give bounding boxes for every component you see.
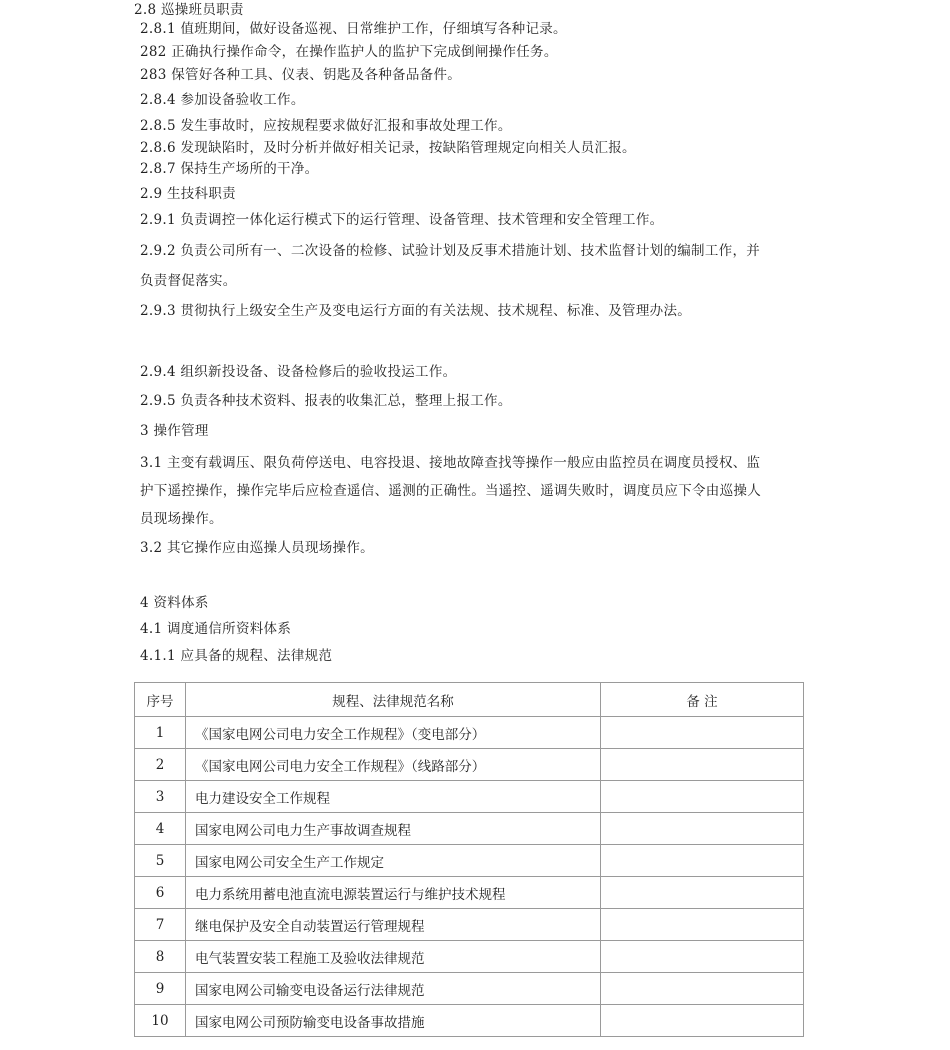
text-line: 282 正确执行操作命令，在操作监护人的监护下完成倒闸操作任务。: [140, 44, 558, 60]
subsection-heading-4-1-1: 4.1.1 应具备的规程、法律规范: [140, 648, 333, 664]
remarks-cell: [601, 909, 804, 941]
subsection-heading-4-1: 4.1 调度通信所资料体系: [140, 621, 292, 637]
text-line: 2.9.4 组织新投设备、设备检修后的验收投运工作。: [140, 364, 457, 380]
row-number: 5: [135, 845, 186, 877]
remarks-cell: [601, 973, 804, 1005]
regulation-name: 《国家电网公司电力安全工作规程》（变电部分）: [186, 717, 601, 749]
regulation-name: 国家电网公司预防输变电设备事故措施: [186, 1005, 601, 1037]
row-number: 2: [135, 749, 186, 781]
text-line: 2.8.5 发生事故时，应按规程要求做好汇报和事故处理工作。: [140, 118, 512, 134]
table-row: [135, 1005, 804, 1037]
text-line: 2.9.1 负责调控一体化运行模式下的运行管理、设备管理、技术管理和安全管理工作。: [140, 212, 664, 228]
table-header-row: [135, 683, 804, 717]
regulation-name: 电气装置安装工程施工及验收法律规范: [186, 941, 601, 973]
section-heading-2-8: 2.8 巡操班员职责: [134, 2, 244, 18]
row-number: 8: [135, 941, 186, 973]
table-row: [135, 717, 804, 749]
text-line: 2.8.1 值班期间，做好设备巡视、日常维护工作，仔细填写各种记录。: [140, 21, 567, 37]
regulations-table: [134, 682, 804, 1037]
row-number: 4: [135, 813, 186, 845]
table-row: [135, 781, 804, 813]
remarks-cell: [601, 941, 804, 973]
header-remarks: 备 注: [601, 683, 804, 717]
table-row: [135, 749, 804, 781]
row-number: 6: [135, 877, 186, 909]
regulation-name: 《国家电网公司电力安全工作规程》（线路部分）: [186, 749, 601, 781]
regulation-name: 电力建设安全工作规程: [186, 781, 601, 813]
text-line: 负责督促落实。: [140, 273, 237, 289]
table-row: [135, 941, 804, 973]
text-line: 2.8.4 参加设备验收工作。: [140, 92, 305, 108]
remarks-cell: [601, 781, 804, 813]
remarks-cell: [601, 717, 804, 749]
row-number: 7: [135, 909, 186, 941]
table-row: [135, 973, 804, 1005]
header-regulation-name: 规程、法律规范名称: [186, 683, 601, 717]
row-number: 1: [135, 717, 186, 749]
text-line: 护下遥控操作，操作完毕后应检查遥信、遥测的正确性。当遥控、遥调失败时，调度员应下令由巡操人: [140, 483, 761, 499]
text-line: 员现场操作。: [140, 511, 223, 527]
text-line: 2.8.7 保持生产场所的干净。: [140, 161, 319, 177]
table-row: [135, 877, 804, 909]
text-line: 2.9.5 负责各种技术资料、报表的收集汇总，整理上报工作。: [140, 393, 512, 409]
row-number: 3: [135, 781, 186, 813]
remarks-cell: [601, 813, 804, 845]
section-heading-3: 3 操作管理: [140, 423, 209, 439]
table-row: [135, 845, 804, 877]
section-heading-2-9: 2.9 生技科职责: [140, 186, 236, 202]
remarks-cell: [601, 749, 804, 781]
text-line: 283 保管好各种工具、仪表、钥匙及各种备品备件。: [140, 67, 462, 83]
text-line: 3.1 主变有载调压、限负荷停送电、电容投退、接地故障查找等操作一般应由监控员在调度员授权、监: [140, 455, 761, 471]
regulation-name: 国家电网公司安全生产工作规定: [186, 845, 601, 877]
row-number: 9: [135, 973, 186, 1005]
remarks-cell: [601, 877, 804, 909]
section-heading-4: 4 资料体系: [140, 595, 209, 611]
remarks-cell: [601, 845, 804, 877]
regulation-name: 国家电网公司电力生产事故调查规程: [186, 813, 601, 845]
text-line: 3.2 其它操作应由巡操人员现场操作。: [140, 540, 374, 556]
table-row: [135, 813, 804, 845]
table-row: [135, 909, 804, 941]
row-number: 10: [135, 1005, 186, 1037]
text-line: 2.8.6 发现缺陷时，及时分析并做好相关记录，按缺陷管理规定向相关人员汇报。: [140, 140, 636, 156]
regulation-name: 国家电网公司输变电设备运行法律规范: [186, 973, 601, 1005]
text-line: 2.9.3 贯彻执行上级安全生产及变电运行方面的有关法规、技术规程、标准、及管理办法。: [140, 303, 692, 319]
header-serial-no: 序号: [135, 683, 186, 717]
text-line: 2.9.2 负责公司所有一、二次设备的检修、试验计划及反事术措施计划、技术监督计划的编制工作，并: [140, 243, 761, 259]
regulation-name: 电力系统用蓄电池直流电源装置运行与维护技术规程: [186, 877, 601, 909]
regulation-name: 继电保护及安全自动装置运行管理规程: [186, 909, 601, 941]
remarks-cell: [601, 1005, 804, 1037]
